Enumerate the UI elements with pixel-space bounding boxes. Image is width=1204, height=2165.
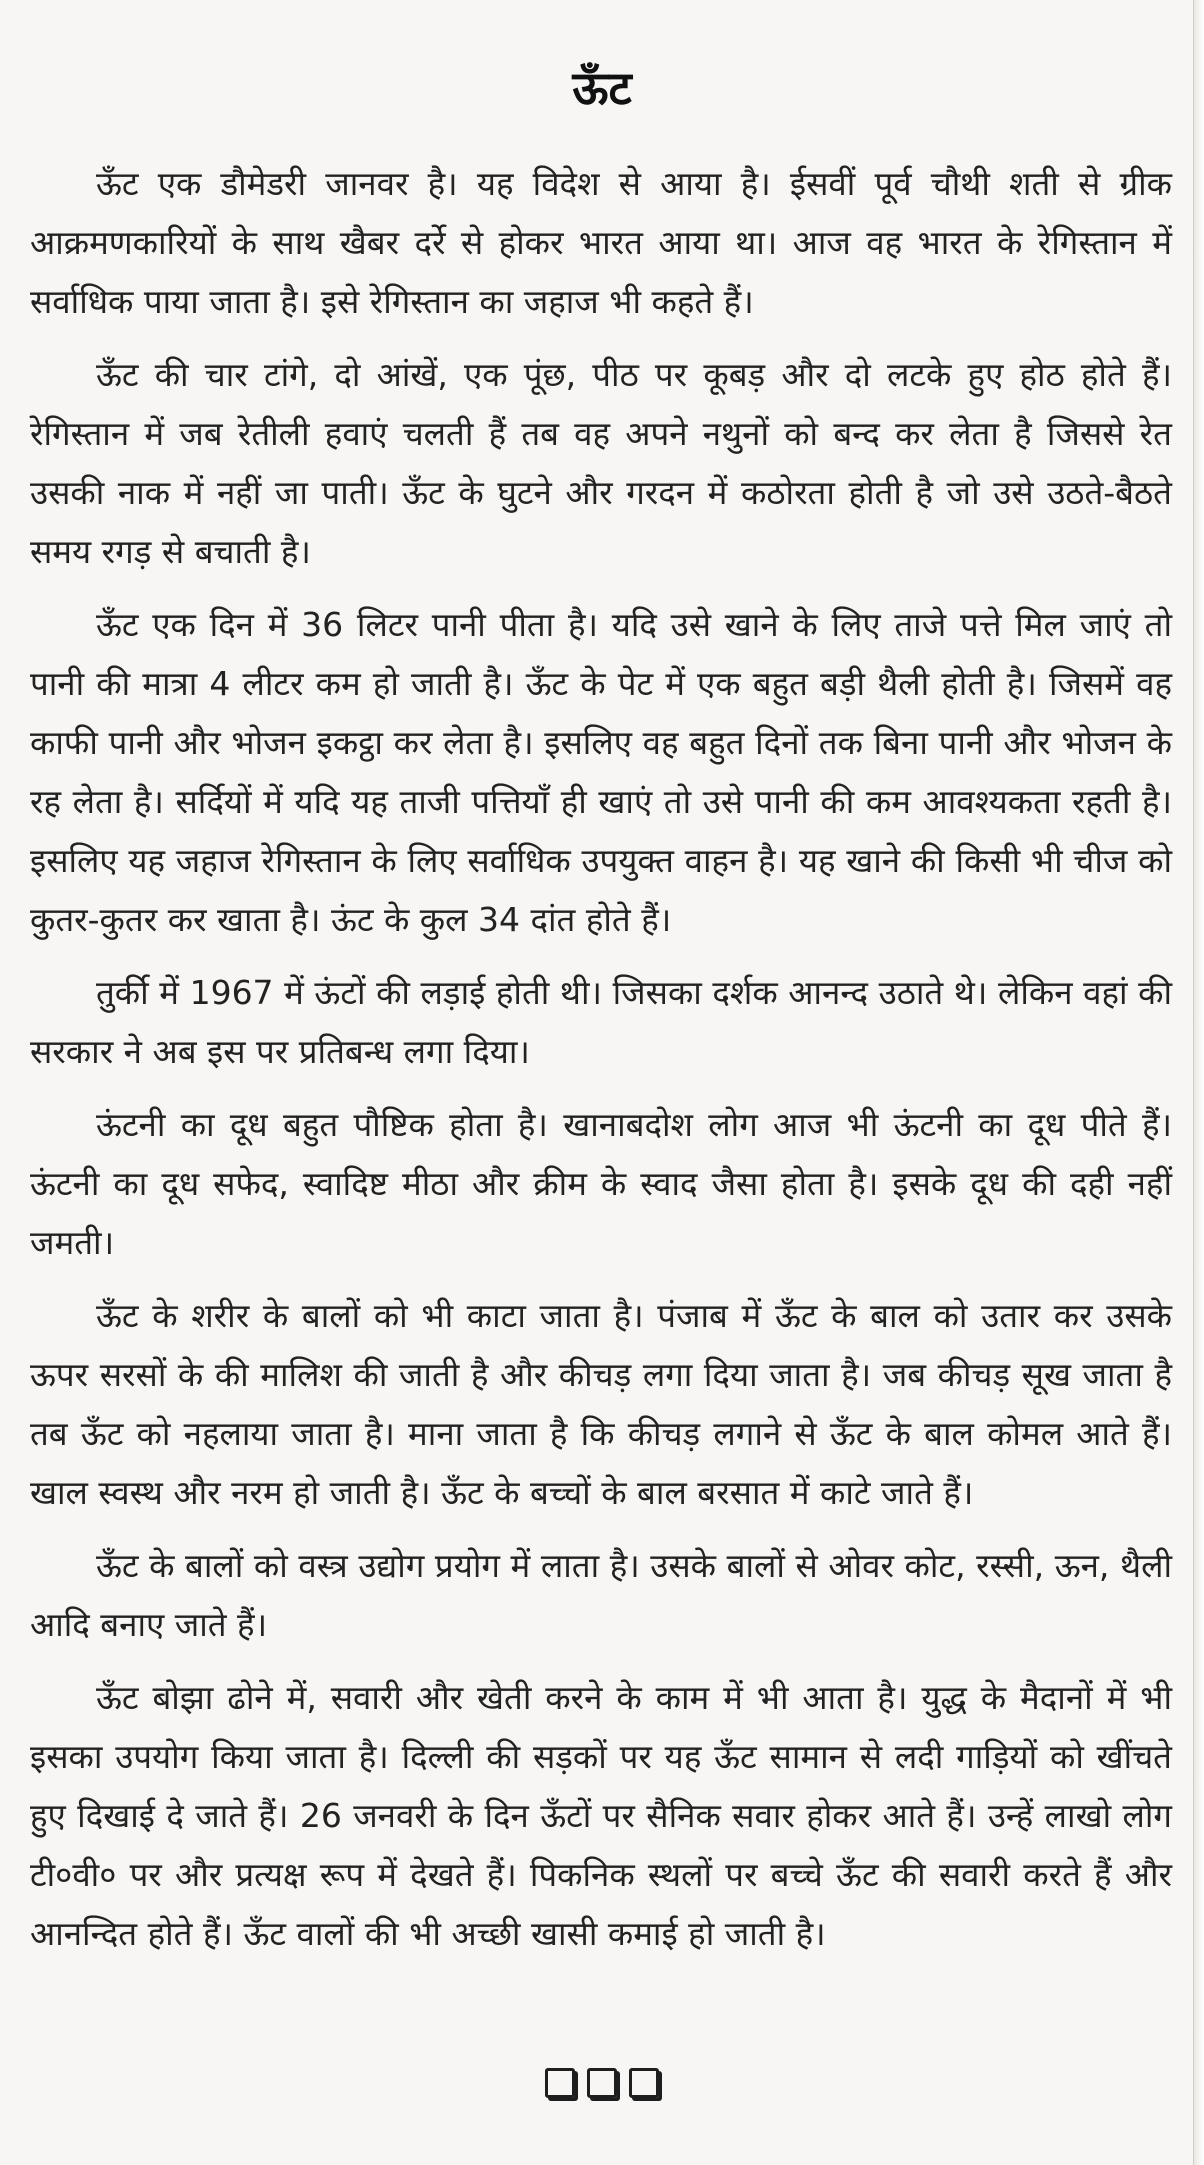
ornament-box-icon [545, 2068, 575, 2098]
paragraph-2: ऊँट की चार टांगे, दो आंखें, एक पूंछ, पीठ पर कूबड़ और दो लटके हुए होठ होते हैं। रेगिस्तान में जब रेतीली हवाएं चलती हैं तब वह अपने नथुनों को बन्द कर लेता है जिससे रेत उसकी नाक में नहीं जा पाती। ऊँट के घुटने और गरदन में कठोरता होती है जो उसे उठते-बैठते समय रगड़ से बचाती है। [30, 355, 1172, 571]
paragraph-5: ऊंटनी का दूध बहुत पौष्टिक होता है। खानाबदोश लोग आज भी ऊंटनी का दूध पीते हैं। ऊंटनी का दूध सफेद, स्वादिष्ट मीठा और क्रीम के स्वाद जैसा होता है। इसके दूध की दही नहीं जमती। [30, 1105, 1172, 1262]
ornament-box-icon [629, 2068, 659, 2098]
paragraph-1: ऊँट एक डौमेडरी जानवर है। यह विदेश से आया है। ईसवीं पूर्व चौथी शती से ग्रीक आक्रमणकारियों के साथ खैबर दर्रे से होकर भारत आया था। आज वह भारत के रेगिस्तान में सर्वाधिक पाया जाता है। इसे रेगिस्तान का जहाज भी कहते हैं। [30, 164, 1172, 321]
paragraph-3: ऊँट एक दिन में 36 लिटर पानी पीता है। यदि उसे खाने के लिए ताजे पत्ते मिल जाएं तो पानी की मात्रा 4 लीटर कम हो जाती है। ऊँट के पेट में एक बहुत बड़ी थैली होती है। जिसमें वह काफी पानी और भोजन इकट्ठा कर लेता है। इसलिए वह बहुत दिनों तक बिना पानी और भोजन के रह लेता है। सर्दियों में यदि यह ताजी पत्तियाँ ही खाएं तो उसे पानी की कम आवश्यकता रहती है। इसलिए यह जहाज रेगिस्तान के लिए सर्वाधिक उपयुक्त वाहन है। यह खाने की किसी भी चीज को कुतर-कुतर कर खाता है। ऊंट के कुल 34 दांत होते हैं। [30, 605, 1172, 939]
footer-ornament [0, 2068, 1204, 2098]
paragraph-4: तुर्की में 1967 में ऊंटों की लड़ाई होती थी। जिसका दर्शक आनन्द उठाते थे। लेकिन वहां की सरकार ने अब इस पर प्रतिबन्ध लगा दिया। [30, 973, 1172, 1071]
page-edge [1193, 0, 1204, 2165]
paragraph-6: ऊँट के शरीर के बालों को भी काटा जाता है। पंजाब में ऊँट के बाल को उतार कर उसके ऊपर सरसों के की मालिश की जाती है और कीचड़ लगा दिया जाता है। जब कीचड़ सूख जाता है तब ऊँट को नहलाया जाता है। माना जाता है कि कीचड़ लगाने से ऊँट के बाल कोमल आते हैं। खाल स्वस्थ और नरम हो जाती है। ऊँट के बच्चों के बाल बरसात में काटे जाते हैं। [30, 1296, 1172, 1512]
ornament-box-icon [587, 2068, 617, 2098]
page-title: ऊँट [572, 61, 632, 115]
paragraph-8: ऊँट बोझा ढोने में, सवारी और खेती करने के काम में भी आता है। युद्ध के मैदानों में भी इसका उपयोग किया जाता है। दिल्ली की सड़कों पर यह ऊँट सामान से लदी गाड़ियों को खींचते हुए दिखाई दे जाते हैं। 26 जनवरी के दिन ऊँटों पर सैनिक सवार होकर आते हैं। उन्हें लाखो लोग टी०वी० पर और प्रत्यक्ष रूप में देखते हैं। पिकनिक स्थलों पर बच्चे ऊँट की सवारी करते हैं और आनन्दित होते हैं। ऊँट वालों की भी अच्छी खासी कमाई हो जाती है। [30, 1678, 1172, 1953]
essay-body [30, 154, 1172, 1977]
paragraph-7: ऊँट के बालों को वस्त्र उद्योग प्रयोग में लाता है। उसके बालों से ओवर कोट, रस्सी, ऊन, थैली आदि बनाए जाते हैं। [30, 1546, 1172, 1644]
